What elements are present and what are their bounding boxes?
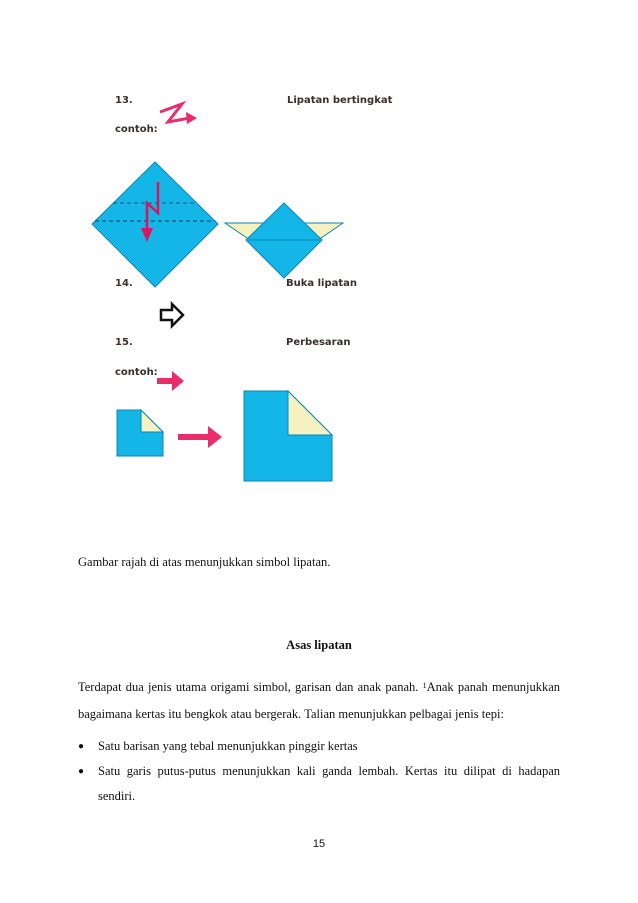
list-item-text: Satu garis putus-putus menunjukkan kali ganda lembah. Kertas itu dilipat di hadapan sendiri.	[98, 764, 560, 803]
item-15-number: 15.	[115, 337, 133, 348]
footnote-reference[interactable]: 1	[422, 681, 427, 690]
item-13-number: 13.	[115, 95, 133, 106]
section-heading: Asas lipatan	[286, 638, 352, 652]
bullet-icon: ●	[78, 766, 85, 777]
enlarge-arrow-icon	[157, 371, 184, 391]
pleat-zigzag-arrow-icon	[160, 104, 197, 124]
figure-caption: Gambar rajah di atas menunjukkan simbol lipatan.	[78, 555, 331, 569]
item-13-label: Lipatan bertingkat	[287, 95, 393, 106]
example-label-1: contoh:	[115, 124, 158, 135]
list-item	[78, 734, 560, 759]
paragraph-part-1: Terdapat dua jenis utama origami simbol, garisan dan anak panah.	[78, 680, 419, 694]
example-label-2: contoh:	[115, 367, 158, 378]
paragraph-part-2: Anak panah menunjukkan bagaimana kertas itu bengkok atau bergerak. Talian menunjukkan pelbagai jenis tepi:	[78, 680, 560, 721]
list-item	[78, 759, 560, 809]
pleat-fold-diamond	[92, 162, 218, 287]
page-number: 15	[312, 838, 326, 850]
large-square-folded-corner	[244, 391, 332, 481]
pleat-fold-result	[225, 203, 343, 278]
bullet-icon: ●	[78, 741, 85, 752]
item-14-number: 14.	[115, 278, 133, 289]
list-item-text: Satu barisan yang tebal menunjukkan pinggir kertas	[98, 739, 358, 753]
item-15-label: Perbesaran	[286, 337, 351, 348]
unfold-hollow-arrow-icon	[161, 304, 183, 326]
item-14-label: Buka lipatan	[286, 278, 358, 289]
enlarge-arrow-icon-2	[178, 426, 222, 448]
small-square-folded-corner	[117, 410, 163, 456]
intro-paragraph	[78, 674, 560, 728]
